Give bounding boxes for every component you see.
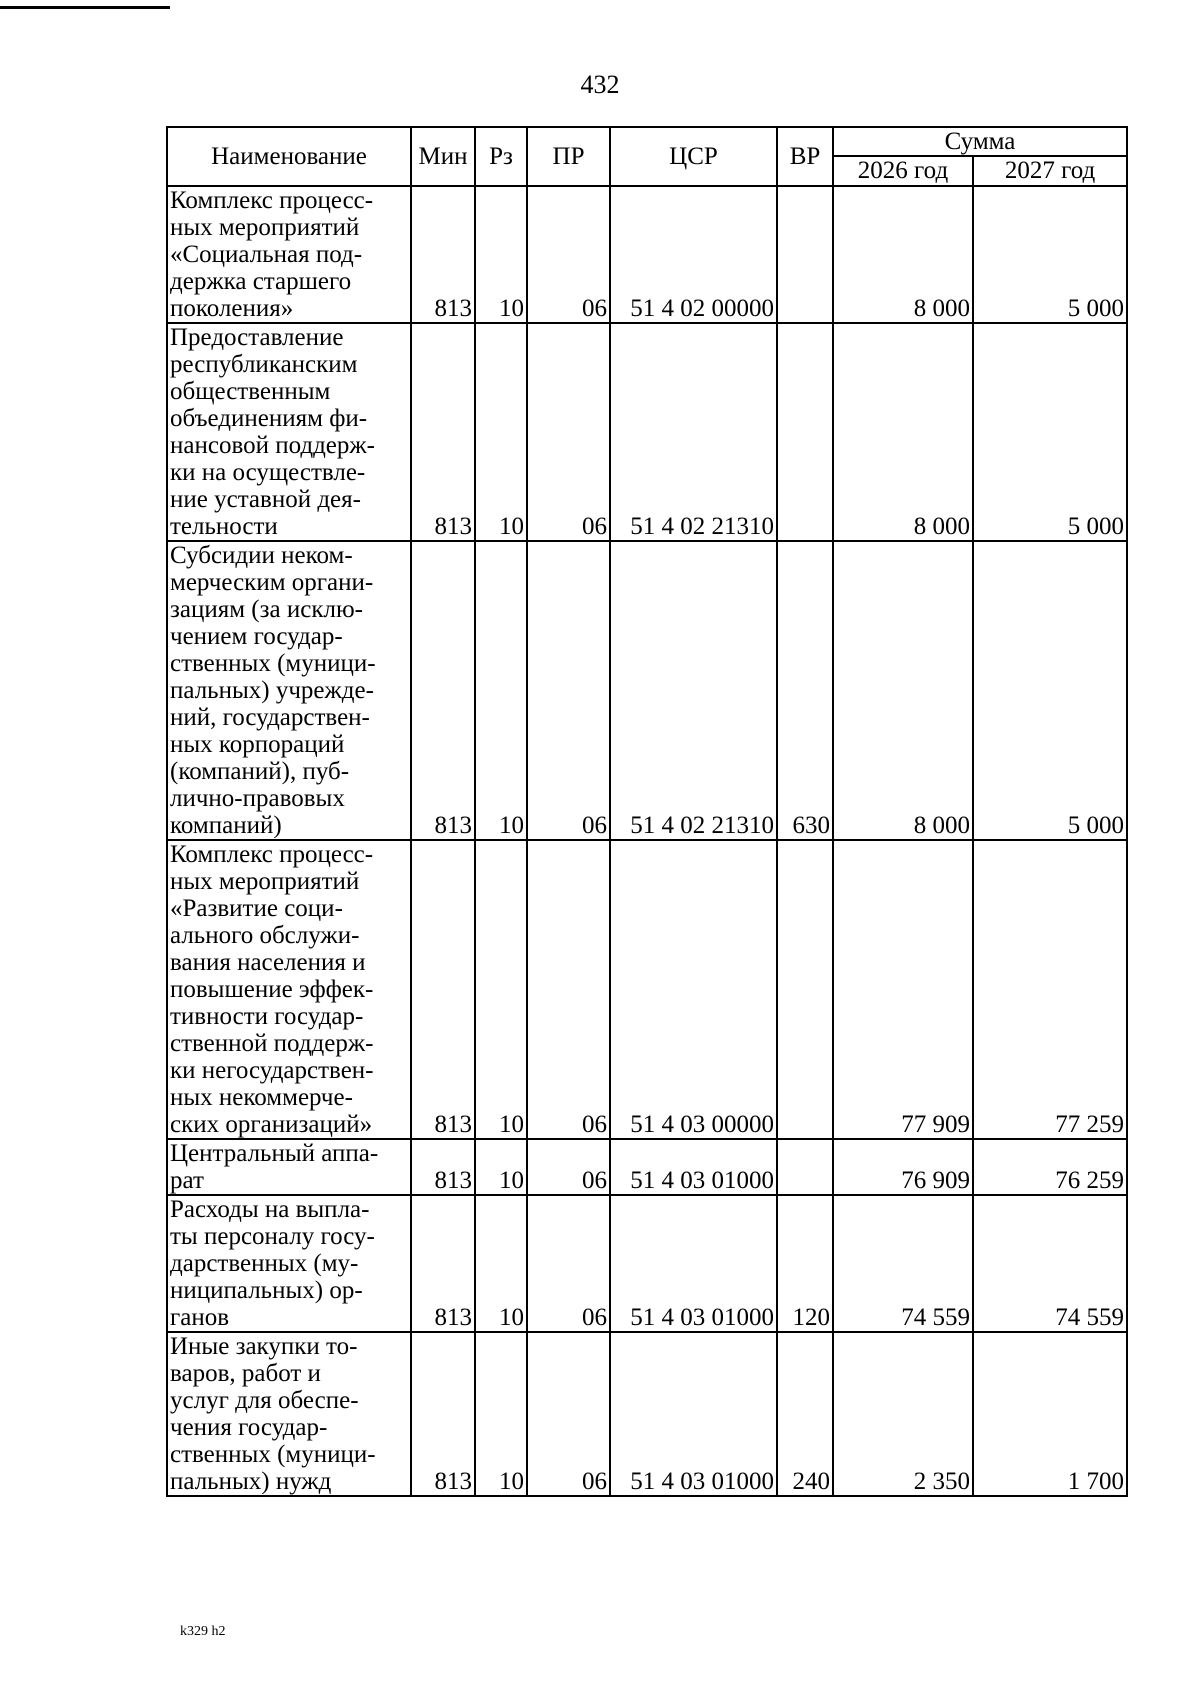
row-pr: 06 [527,1139,610,1195]
row-sum-2027: 5 000 [973,541,1127,840]
row-csr: 51 4 02 21310 [610,323,777,541]
row-pr: 06 [527,323,610,541]
row-sum-2026: 2 350 [833,1332,973,1496]
table-row [167,1195,1127,1332]
footer-code: k329 h2 [180,1624,226,1639]
table-row [167,323,1127,541]
row-csr: 51 4 03 01000 [610,1139,777,1195]
row-rz: 10 [475,323,527,541]
table-header [167,127,1127,186]
row-vr: 120 [777,1195,833,1332]
row-name: Расходы на выпла- ты персоналу госу- дарственных (му- ниципальных) ор- ганов [167,1195,411,1332]
table-row [167,186,1127,323]
row-pr: 06 [527,1195,610,1332]
row-min: 813 [411,840,475,1139]
row-min: 813 [411,541,475,840]
row-sum-2027: 1 700 [973,1332,1127,1496]
row-pr: 06 [527,840,610,1139]
table-row [167,840,1127,1139]
row-rz: 10 [475,840,527,1139]
row-pr: 06 [527,1332,610,1496]
header-sum: Сумма [833,127,1127,156]
row-sum-2026: 77 909 [833,840,973,1139]
table-row [167,1332,1127,1496]
row-sum-2027: 74 559 [973,1195,1127,1332]
table-row [167,1139,1127,1195]
row-vr [777,840,833,1139]
page-number: 432 [580,70,620,99]
row-name: Центральный аппа- рат [167,1139,411,1195]
row-sum-2026: 8 000 [833,541,973,840]
row-name: Иные закупки то- варов, работ и услуг для обеспе- чения государ- ственных (муници- пальных) нужд [167,1332,411,1496]
row-pr: 06 [527,186,610,323]
scan-edge-mark [0,6,170,9]
row-name: Комплекс процесс- ных мероприятий «Развитие соци- ального обслужи- вания населения и повышение эффек- тивности государ- ственной поддерж- ки негосударствен- ных некоммерче- ских организаций» [167,840,411,1139]
table-row [167,541,1127,840]
row-pr: 06 [527,541,610,840]
header-min: Мин [411,127,475,186]
row-name: Предоставление республиканским общественным объединениям фи- нансовой поддерж- ки на осуществле- ние уставной дея- тельности [167,323,411,541]
row-name: Субсидии неком- мерческим органи- зациям (за исклю- чением государ- ственных (муници- пальных) учрежде- ний, государствен- ных корпораций (компаний), пуб- лично-правовых компаний) [167,541,411,840]
row-min: 813 [411,1195,475,1332]
row-csr: 51 4 02 21310 [610,541,777,840]
row-sum-2026: 76 909 [833,1139,973,1195]
row-vr [777,1139,833,1195]
row-vr [777,323,833,541]
row-rz: 10 [475,541,527,840]
row-vr [777,186,833,323]
row-sum-2027: 77 259 [973,840,1127,1139]
budget-table [166,126,1128,1497]
row-csr: 51 4 02 00000 [610,186,777,323]
header-year-2026: 2026 год [833,156,973,186]
row-sum-2027: 76 259 [973,1139,1127,1195]
row-sum-2026: 8 000 [833,186,973,323]
row-name: Комплекс процесс- ных мероприятий «Социальная под- держка старшего поколения» [167,186,411,323]
row-sum-2027: 5 000 [973,186,1127,323]
row-sum-2026: 74 559 [833,1195,973,1332]
row-vr: 630 [777,541,833,840]
row-sum-2027: 5 000 [973,323,1127,541]
row-rz: 10 [475,186,527,323]
row-csr: 51 4 03 01000 [610,1332,777,1496]
row-csr: 51 4 03 01000 [610,1195,777,1332]
row-min: 813 [411,186,475,323]
row-min: 813 [411,1139,475,1195]
row-vr: 240 [777,1332,833,1496]
header-vr: ВР [777,127,833,186]
row-sum-2026: 8 000 [833,323,973,541]
header-name: Наименование [167,127,411,186]
header-pr: ПР [527,127,610,186]
table-body [167,186,1127,1496]
row-csr: 51 4 03 00000 [610,840,777,1139]
row-min: 813 [411,323,475,541]
row-rz: 10 [475,1195,527,1332]
header-year-2027: 2027 год [973,156,1127,186]
row-min: 813 [411,1332,475,1496]
header-csr: ЦСР [610,127,777,186]
header-rz: Рз [475,127,527,186]
row-rz: 10 [475,1139,527,1195]
row-rz: 10 [475,1332,527,1496]
